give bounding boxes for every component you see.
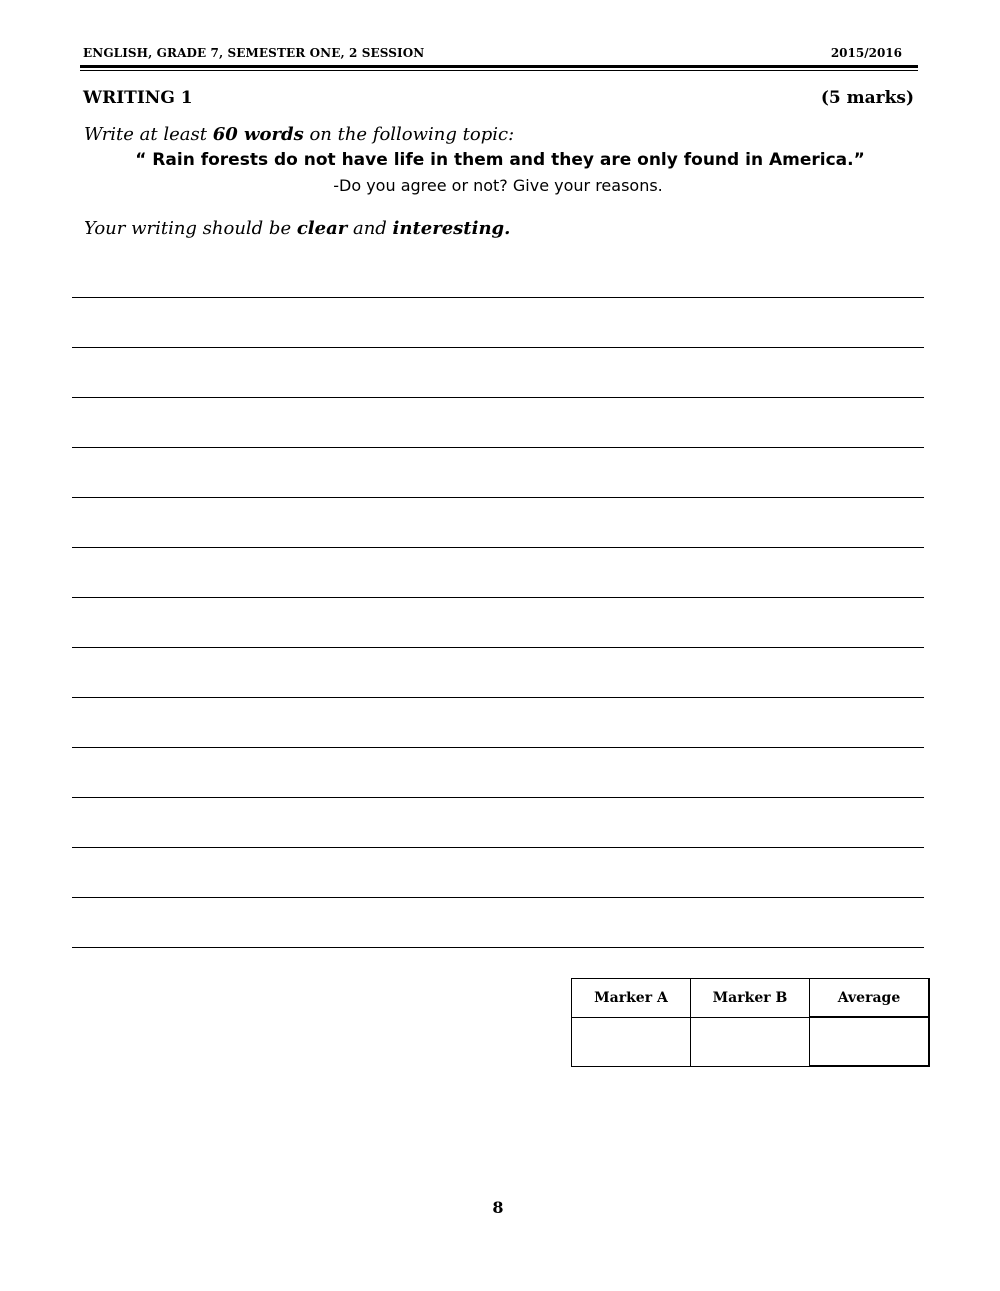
- instruction-suffix: on the following topic:: [303, 124, 515, 145]
- average-header: Average: [810, 979, 930, 1018]
- writing-line[interactable]: [72, 448, 924, 498]
- instruction-prefix: Write at least: [84, 124, 213, 145]
- section-marks: (5 marks): [820, 88, 914, 108]
- writing-line[interactable]: [72, 798, 924, 848]
- writing-line[interactable]: [72, 648, 924, 698]
- score-table-entry-row: [572, 1017, 930, 1066]
- marker-a-header: Marker A: [572, 979, 691, 1018]
- writing-line[interactable]: [72, 698, 924, 748]
- closing-prefix: Your writing should be: [84, 218, 297, 239]
- closing-instruction: [84, 218, 510, 239]
- page-number: 8: [492, 1198, 504, 1217]
- writing-line[interactable]: [72, 598, 924, 648]
- exam-header-year: 2015/2016: [830, 46, 902, 60]
- closing-middle: and: [347, 218, 393, 239]
- instruction-word-count: 60 words: [212, 124, 304, 145]
- closing-word-clear: clear: [296, 218, 348, 239]
- writing-line[interactable]: [72, 498, 924, 548]
- closing-word-interesting: interesting.: [392, 218, 511, 239]
- marker-b-score-cell[interactable]: [691, 1017, 810, 1066]
- score-table: [571, 978, 930, 1067]
- header-divider-thick: [80, 65, 918, 68]
- writing-line[interactable]: [72, 548, 924, 598]
- writing-line[interactable]: [72, 848, 924, 898]
- writing-line[interactable]: [72, 898, 924, 948]
- exam-header-title: ENGLISH, GRADE 7, SEMESTER ONE, 2 SESSION: [83, 46, 425, 60]
- writing-line[interactable]: [72, 248, 924, 298]
- writing-area[interactable]: [72, 248, 924, 948]
- writing-line[interactable]: [72, 348, 924, 398]
- marker-a-score-cell[interactable]: [572, 1017, 691, 1066]
- writing-topic: “ Rain forests do not have life in them and they are only found in America.”: [135, 150, 865, 170]
- marker-b-header: Marker B: [691, 979, 810, 1018]
- header-divider-thin: [80, 70, 918, 71]
- section-title: WRITING 1: [83, 88, 193, 108]
- writing-line[interactable]: [72, 298, 924, 348]
- writing-line[interactable]: [72, 398, 924, 448]
- average-score-cell[interactable]: [810, 1017, 930, 1066]
- writing-line[interactable]: [72, 748, 924, 798]
- instruction-text: [84, 124, 514, 145]
- topic-question: -Do you agree or not? Give your reasons.: [333, 176, 663, 195]
- score-table-header-row: [572, 979, 930, 1018]
